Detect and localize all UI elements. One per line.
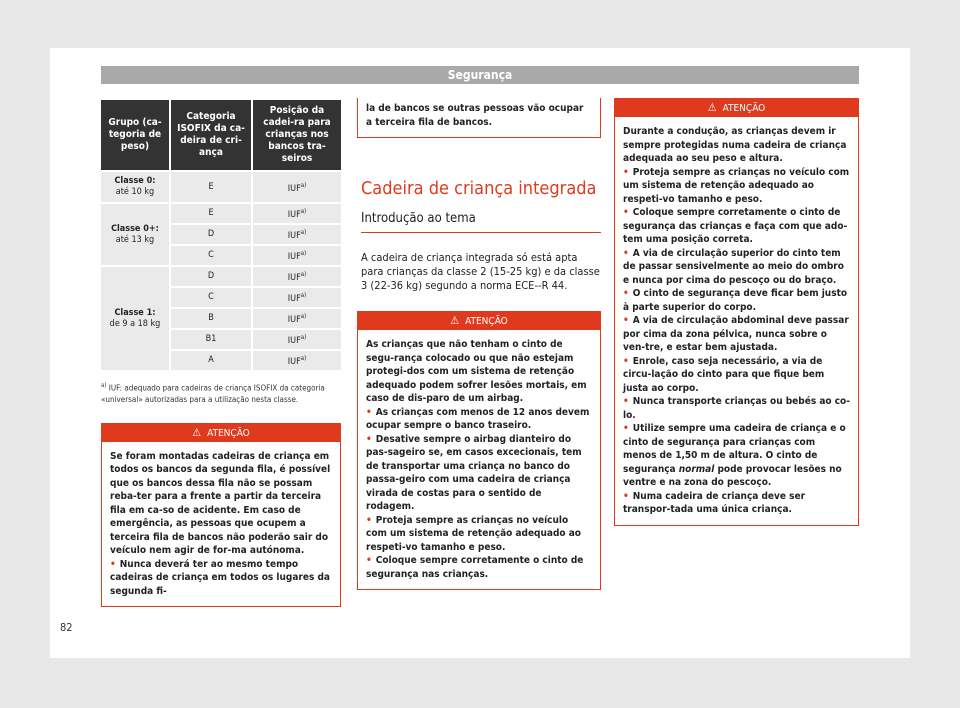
footnote-ref: a)	[300, 181, 307, 189]
subsection-title: Introdução ao tema	[361, 211, 601, 233]
footnote-ref: a)	[300, 355, 307, 362]
table-footnote	[101, 380, 341, 405]
table-cell: D	[171, 225, 253, 244]
warning-body	[358, 330, 600, 589]
warning-bullet	[623, 490, 850, 517]
bullet-icon: •	[623, 490, 629, 502]
bullet-icon: •	[623, 396, 629, 407]
warning-bullet	[623, 206, 850, 247]
bullet-text: Coloque sempre corretamente o cinto de segurança das crianças e faça com que ado-tem uma posição correta.	[623, 207, 848, 245]
cell-value: IUF	[287, 294, 301, 304]
column-right	[614, 98, 859, 526]
warning-bullet	[366, 514, 592, 555]
warning-box	[101, 423, 341, 608]
bullet-icon: •	[623, 207, 629, 218]
running-header: Segurança	[101, 66, 859, 84]
table-cell	[253, 246, 341, 265]
group-cell	[101, 172, 171, 202]
warning-bullet	[623, 395, 850, 422]
bullet-text: Numa cadeira de criança deve ser transpor-tada uma única criança.	[623, 490, 806, 515]
warning-bullet	[623, 287, 850, 314]
table-cell: B1	[171, 330, 253, 349]
table-row	[101, 172, 341, 202]
bullet-text: A via de circulação superior do cinto tem de passar sensivelmente ao meio do ombro e nunca por cima do pescoço ou do braço.	[623, 247, 844, 286]
warning-paragraph: As crianças que não tenham o cinto de segu-rança colocado ou que não estejam protegi-dos com um sistema de retenção adequado podem sofrer lesões mortais, em caso de dis-paro de um airbag.	[366, 339, 587, 404]
warning-bullet	[623, 422, 850, 490]
table-cell	[253, 204, 341, 223]
warning-title: ATENÇÃO	[465, 316, 508, 327]
cell-value: IUF	[287, 231, 301, 241]
footnote-ref: a)	[300, 292, 307, 299]
footnote-ref: a)	[300, 271, 307, 278]
warning-bullet	[623, 355, 850, 396]
warning-triangle-icon: ⚠	[707, 101, 717, 114]
table-header-row	[101, 100, 341, 170]
warning-bullet	[623, 314, 850, 355]
bullet-icon: •	[623, 166, 629, 178]
warning-bullet	[366, 406, 592, 433]
footnote-ref: a)	[300, 313, 307, 320]
bullet-emphasis: normal	[678, 463, 715, 475]
header-cell-isofix: Categoria ISOFIX da ca-deira de cri-ança	[171, 100, 253, 170]
table-cell: E	[171, 172, 253, 202]
table-row	[101, 267, 341, 286]
bullet-icon: •	[366, 514, 372, 526]
table-cell	[253, 172, 341, 202]
table-cell	[253, 288, 341, 307]
bullet-text: Nunca deverá ter ao mesmo tempo cadeiras de criança em todos os lugares da segunda fi-	[110, 558, 330, 597]
table-cell	[253, 267, 341, 286]
cell-value: IUF	[287, 357, 301, 367]
bullet-text: Proteja sempre as crianças no veículo com um sistema de retenção adequado ao respeti-vo tamanho e peso.	[366, 514, 581, 553]
header-cell-position: Posição da cadei-ra para crianças nos bancos tra-seiros	[253, 100, 341, 170]
group-cell	[101, 204, 171, 265]
bullet-text: pode provocar lesões no ventre e na zona do pescoço.	[623, 463, 842, 488]
bullet-text: Coloque sempre corretamente o cinto de segurança nas crianças.	[366, 555, 584, 580]
warning-bullet	[366, 554, 592, 581]
warning-continuation	[357, 98, 601, 138]
warning-box	[614, 98, 859, 526]
group-label: Classe 0:	[114, 176, 156, 186]
bullet-icon: •	[623, 355, 629, 367]
cell-value: IUF	[287, 273, 301, 283]
footnote-text: IUF: adequado para cadeiras de criança ISOFIX da categoria «universal» autorizadas para a utilização nesta classe.	[101, 383, 325, 404]
warning-box	[357, 311, 601, 590]
warning-title: ATENÇÃO	[722, 103, 766, 114]
table-cell: C	[171, 246, 253, 265]
group-sub: de 9 a 18 kg	[109, 318, 161, 329]
bullet-text: Proteja sempre as crianças no veículo com um sistema de retenção adequado ao respeti-vo tamanho e peso.	[623, 166, 850, 205]
warning-triangle-icon: ⚠	[450, 314, 460, 327]
group-sub: até 10 kg	[115, 187, 155, 197]
cell-value: IUF	[287, 183, 301, 194]
bullet-text: O cinto de segurança deve ficar bem justo à parte superior do corpo.	[623, 288, 848, 313]
warning-paragraph: Se foram montadas cadeiras de criança em todos os bancos da segunda fila, é possível que os bancos dessa fila não se possam reba-ter para a frente a partir da terceira fila em ca-so de acidente. Em caso de emergência, as pessoas que ocupem a terceira fila de bancos não poderão sair do veículo nem agir de for-ma autónoma.	[110, 450, 331, 557]
warning-bullet	[110, 558, 332, 599]
bullet-text: Enrole, caso seja necessário, a via de circu-lação do cinto para que fique bem justa ao corpo.	[623, 355, 825, 394]
warning-bullet	[623, 247, 850, 288]
bullet-text: As crianças com menos de 12 anos devem ocupar sempre o banco traseiro.	[366, 406, 590, 431]
warning-header	[615, 99, 858, 117]
table-cell: B	[171, 309, 253, 328]
bullet-icon: •	[623, 247, 629, 259]
bullet-icon: •	[366, 406, 372, 418]
footnote-ref: a)	[300, 250, 307, 257]
table-row	[101, 204, 341, 223]
bullet-text: Nunca transporte crianças ou bebés ao co-lo.	[623, 396, 850, 421]
bullet-icon: •	[623, 315, 629, 326]
warning-bullet	[366, 433, 592, 514]
footnote-mark: a)	[101, 382, 107, 389]
warning-paragraph: Durante a condução, as crianças devem ir sempre protegidas numa cadeira de criança adequada ao seu peso e altura.	[623, 126, 847, 164]
table-cell: A	[171, 351, 253, 370]
cell-value: IUF	[287, 210, 301, 220]
header-cell-group: Grupo (ca-tegoria de peso)	[101, 100, 171, 170]
table-cell: C	[171, 288, 253, 307]
group-label: Classe 1:	[114, 307, 156, 318]
warning-bullet	[623, 166, 850, 207]
table-cell	[253, 351, 341, 370]
group-sub: até 13 kg	[115, 234, 155, 245]
bullet-icon: •	[366, 433, 372, 445]
bullet-text: Utilize sempre uma cadeira de criança e o cinto de segurança para crianças com menos de 1,50 m de altura. O cinto de segurança	[623, 423, 846, 475]
warning-body	[102, 442, 340, 607]
table-cell: E	[171, 204, 253, 223]
warning-triangle-icon: ⚠	[192, 425, 202, 439]
cell-value: IUF	[287, 336, 301, 346]
column-left	[101, 98, 341, 607]
footnote-ref: a)	[300, 208, 307, 215]
isofix-table	[101, 98, 341, 372]
warning-header	[102, 424, 340, 442]
cell-value: IUF	[287, 252, 301, 262]
bullet-icon: •	[110, 558, 116, 570]
bullet-icon: •	[366, 555, 372, 566]
warning-body	[615, 117, 858, 525]
column-middle	[357, 98, 601, 590]
section-title: Cadeira de criança integrada	[361, 178, 597, 199]
warning-title: ATENÇÃO	[207, 427, 250, 439]
bullet-icon: •	[623, 288, 629, 299]
footnote-ref: a)	[300, 334, 307, 341]
table-cell: D	[171, 267, 253, 286]
group-cell	[101, 267, 171, 370]
continued-text: la de bancos se outras pessoas vão ocupar a terceira fila de bancos.	[366, 103, 584, 128]
footnote-ref: a)	[300, 229, 307, 236]
bullet-text: A via de circulação abdominal deve passar por cima da zona pélvica, nunca sobre o ven-tre, e estar bem ajustada.	[623, 315, 849, 353]
table-cell	[253, 225, 341, 244]
table-cell	[253, 309, 341, 328]
cell-value: IUF	[287, 315, 301, 325]
warning-header	[358, 312, 600, 330]
intro-paragraph: A cadeira de criança integrada só está apta para crianças da classe 2 (15-25 kg) e da classe 3 (22-36 kg) segundo a norma ECE--R 44.	[361, 251, 600, 292]
page-number: 82	[60, 621, 73, 634]
bullet-icon: •	[623, 423, 629, 434]
group-label: Classe 0+:	[111, 223, 159, 234]
bullet-text: Desative sempre o airbag dianteiro do pas-sageiro se, em casos excecionais, tem de transportar uma criança no banco do passa-geiro com uma cadeira de criança virada de costas para o sentido de rodagem.	[366, 433, 582, 512]
table-cell	[253, 330, 341, 349]
